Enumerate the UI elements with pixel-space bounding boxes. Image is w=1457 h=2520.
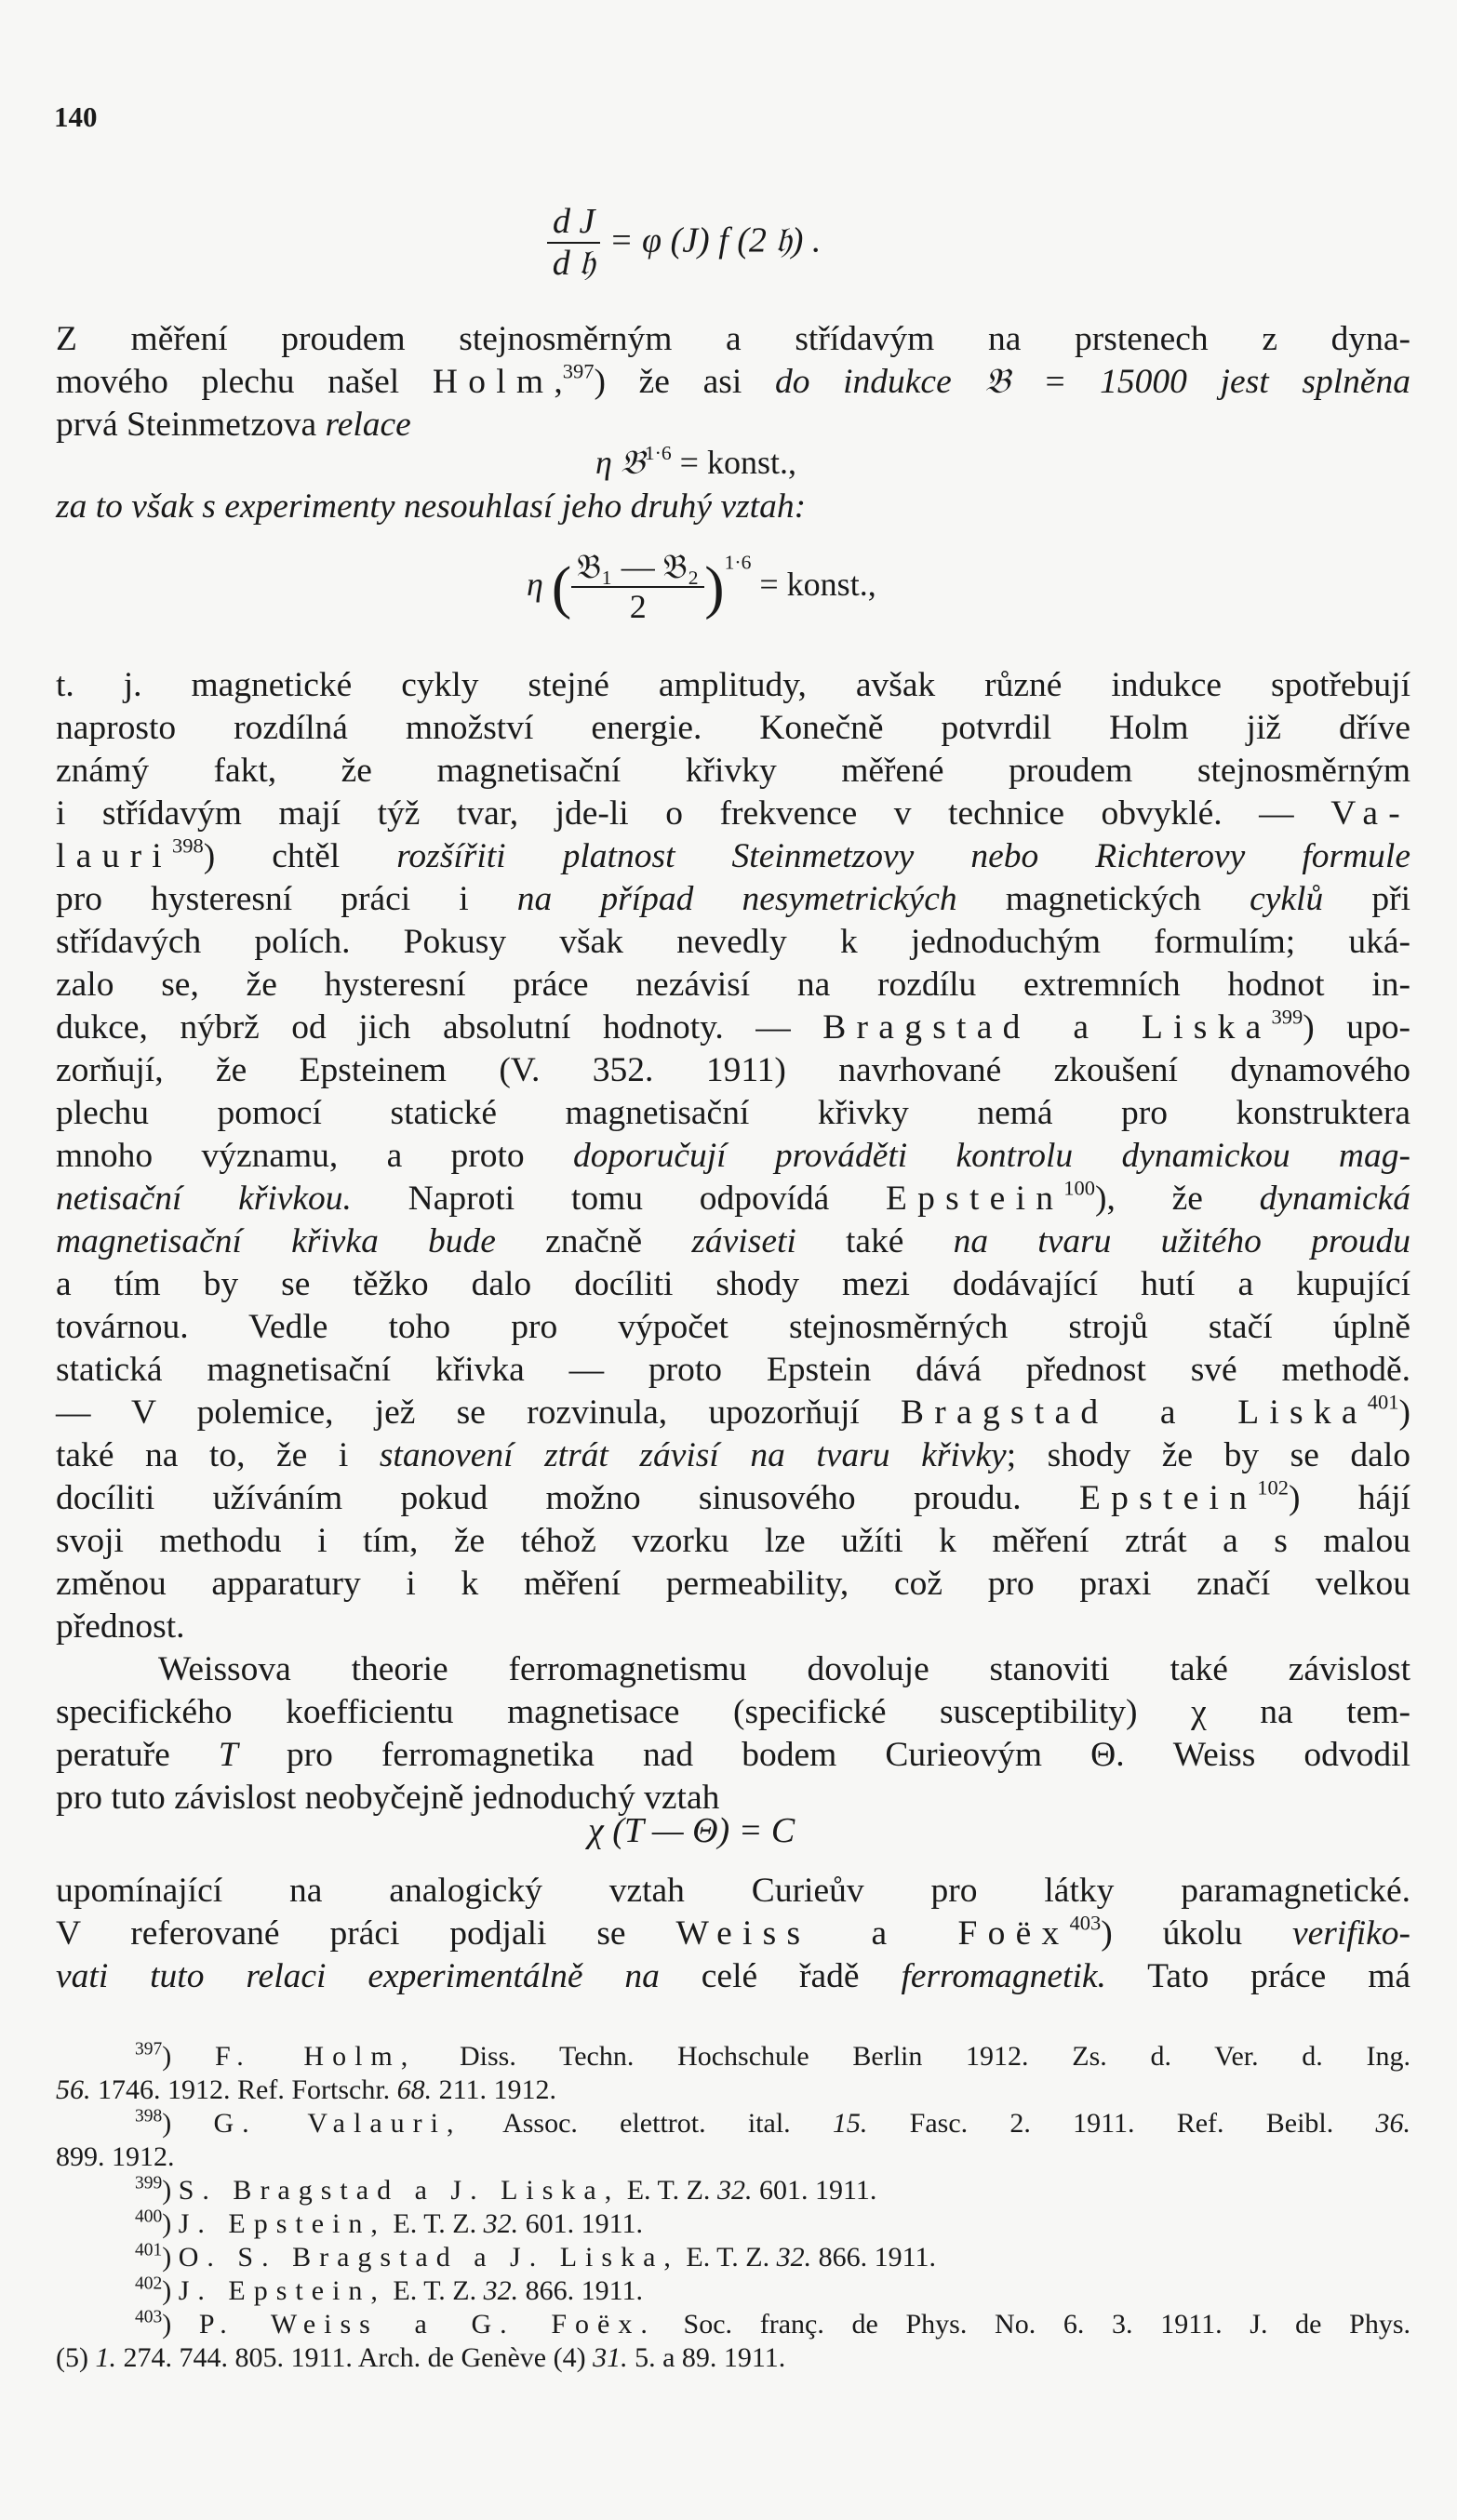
text-line: přednost. [56,1607,185,1646]
author-name: Bragstad a Liska [901,1393,1368,1432]
footnote-402: $^{402}$) J. Epstein, E. T. Z. 32. 866. 1911. [135,2273,644,2306]
author-name: Holm [432,363,555,401]
equation-steinmetz: η 𝔅$^{1\cdot 6}$ = konst., [595,441,796,481]
text-line: za to však s experimenty nesouhlasí jeho druhý vztah: [56,487,807,526]
text-line: pro tuto závislost neobyčejně jednoduchý vztah [56,1779,720,1817]
footnote-400: $^{400}$) J. Epstein, E. T. Z. 32. 601. 1911. [135,2207,644,2239]
text-line: docíliti užíváním pokud možno sinusového proudu. Epstein$^{102}$) hájí [56,1475,1411,1517]
fraction [571,549,704,626]
text-line: svoji methodu i tím, že téhož vzorku lze užíti k měření ztrát a s malou [56,1522,1410,1560]
text-line: vati tuto relaci experimentálně na celé řadě ferromagnetik. Tato práce má [56,1957,1411,1995]
author-name: Epstein [886,1180,1064,1218]
fraction-denominator: d 𝔥 [552,243,595,283]
text-line: změnou apparatury i k měření permeability, což pro praxi značí velkou [56,1565,1410,1603]
text-line: továrnou. Vedle toho pro výpočet stejnosměrných strojů stačí úplně [56,1308,1410,1346]
text-line: známý fakt, že magnetisační křivky měřené proudem stejnosměrným [56,752,1410,790]
footnote-403-cont: (5) 1. 274. 744. 805. 1911. Arch. de Genève (4) 31. 5. a 89. 1911. [56,2342,786,2373]
footnote-403: $^{403}$) P. Weiss a G. Foëx. Soc. franç. de Phys. No. 6. 3. 1911. J. de Phys. [135,2307,1410,2340]
text-line: V referované práci podjali se Weiss a Foëx$^{403}$) úkolu verifiko- [56,1911,1410,1953]
equation-curie-weiss: χ (T — Θ) = C [588,1811,795,1850]
author-name: Bragstad a Liska [822,1008,1272,1047]
equation-rhs: = φ (J) f (2 𝔥) . [608,220,822,260]
text-line: upomínající na analogický vztah Curieův pro látky paramagnetické. [56,1872,1410,1910]
author-name: Va- [1330,794,1410,833]
text-line: také na to, že i stanovení ztrát závisí na tvaru křivky; shody že by se dalo [56,1436,1410,1474]
author-name: Epstein [1078,1479,1258,1517]
footnote-399: $^{399}$) S. Bragstad a J. Liska, E. T. Z. 32. 601. 1911. [135,2173,877,2206]
text-line: Z měření proudem stejnosměrným a střídavým na prstenech z dyna- [56,320,1410,358]
footnote-398-cont: 899. 1912. [56,2141,175,2172]
text-line: lauri$^{398}$) chtěl rozšířiti platnost Steinmetzovy nebo Richterovy formule [56,833,1410,875]
equation-second-relation: η ( $\frac{\text{𝔅₁ — 𝔅₂}}{2}$ )$^{1\cdot 6}$ = konst., [527,548,876,625]
text-line: i střídavým mají týž tvar, jde-li o frekvence v technice obvyklé. — Va- [56,794,1410,833]
equation-dJ-dH [547,203,821,284]
text-line: prvá Steinmetzova relace [56,406,411,444]
text-line: naprosto rozdílná množství energie. Konečně potvrdil Holm již dříve [56,709,1410,747]
text-line: mového plechu našel Holm,$^{397}$) že asi do indukce 𝔅 = 15000 jest splněna [56,359,1411,401]
text-line: zorňují, že Epsteinem (V. 352. 1911) navrhované zkoušení dynamového [56,1051,1410,1089]
text-line: zalo se, že hysteresní práce nezávisí na rozdílu extremních hodnot in- [56,966,1410,1004]
text-line: a tím by se těžko dalo docíliti shody mezi dodávající hutí a kupující [56,1265,1410,1303]
footnote-401: $^{401}$) O. S. Bragstad a J. Liska, E. T. Z. 32. 866. 1911. [135,2240,936,2273]
footnote-397: $^{397}$) F. Holm, Diss. Techn. Hochschule Berlin 1912. Zs. d. Ver. d. Ing. [135,2039,1411,2072]
text-line: — V polemice, jež se rozvinula, upozorňují Bragstad a Liska$^{401}$) [56,1390,1411,1432]
text-line: specifického koefficientu magnetisace (specifické susceptibility) χ na tem- [56,1693,1410,1731]
footnote-397-cont: 56. 1746. 1912. Ref. Fortschr. 68. 211. 1912. [56,2074,557,2105]
text-line: magnetisační křivka bude značně záviseti také na tvaru užitého proudu [56,1222,1411,1260]
author-name: Weiss a Foëx [675,1914,1070,1953]
fraction-numerator: d J [547,203,600,244]
author-name: lauri [56,837,172,875]
page-number: 140 [54,100,98,133]
text-line: plechu pomocí statické magnetisační křivky nemá pro konstruktera [56,1094,1410,1132]
text-line: střídavých polích. Pokusy však nevedly k jednoduchým formulím; uká- [56,923,1410,961]
text-line: statická magnetisační křivka — proto Epstein dává přednost své methodě. [56,1351,1410,1389]
text-line: t. j. magnetické cykly stejné amplitudy, avšak různé indukce spotřebují [56,666,1410,704]
text-line: peratuře T pro ferromagnetika nad bodem Curieovým Θ. Weiss odvodil [56,1736,1411,1774]
text-line: dukce, nýbrž od jich absolutní hodnoty. — Bragstad a Liska$^{399}$) upo- [56,1005,1410,1047]
text-line: mnoho významu, a proto doporučují prováděti kontrolu dynamickou mag- [56,1137,1410,1175]
footnote-398: $^{398}$) G. Valauri, Assoc. elettrot. ital. 15. Fasc. 2. 1911. Ref. Beibl. 36. [135,2106,1410,2139]
fraction-numerator: 𝔅₁ — 𝔅₂ [571,549,704,588]
text-line: Weissova theorie ferromagnetismu dovoluje stanoviti také závislost [158,1650,1410,1688]
text-line: pro hysteresní práci i na případ nesymetrických magnetických cyklů při [56,880,1410,918]
text-line: netisační křivkou. Naproti tomu odpovídá Epstein$^{100}$), že dynamická [56,1176,1411,1218]
fraction [547,203,600,284]
fraction-denominator: 2 [629,587,647,625]
